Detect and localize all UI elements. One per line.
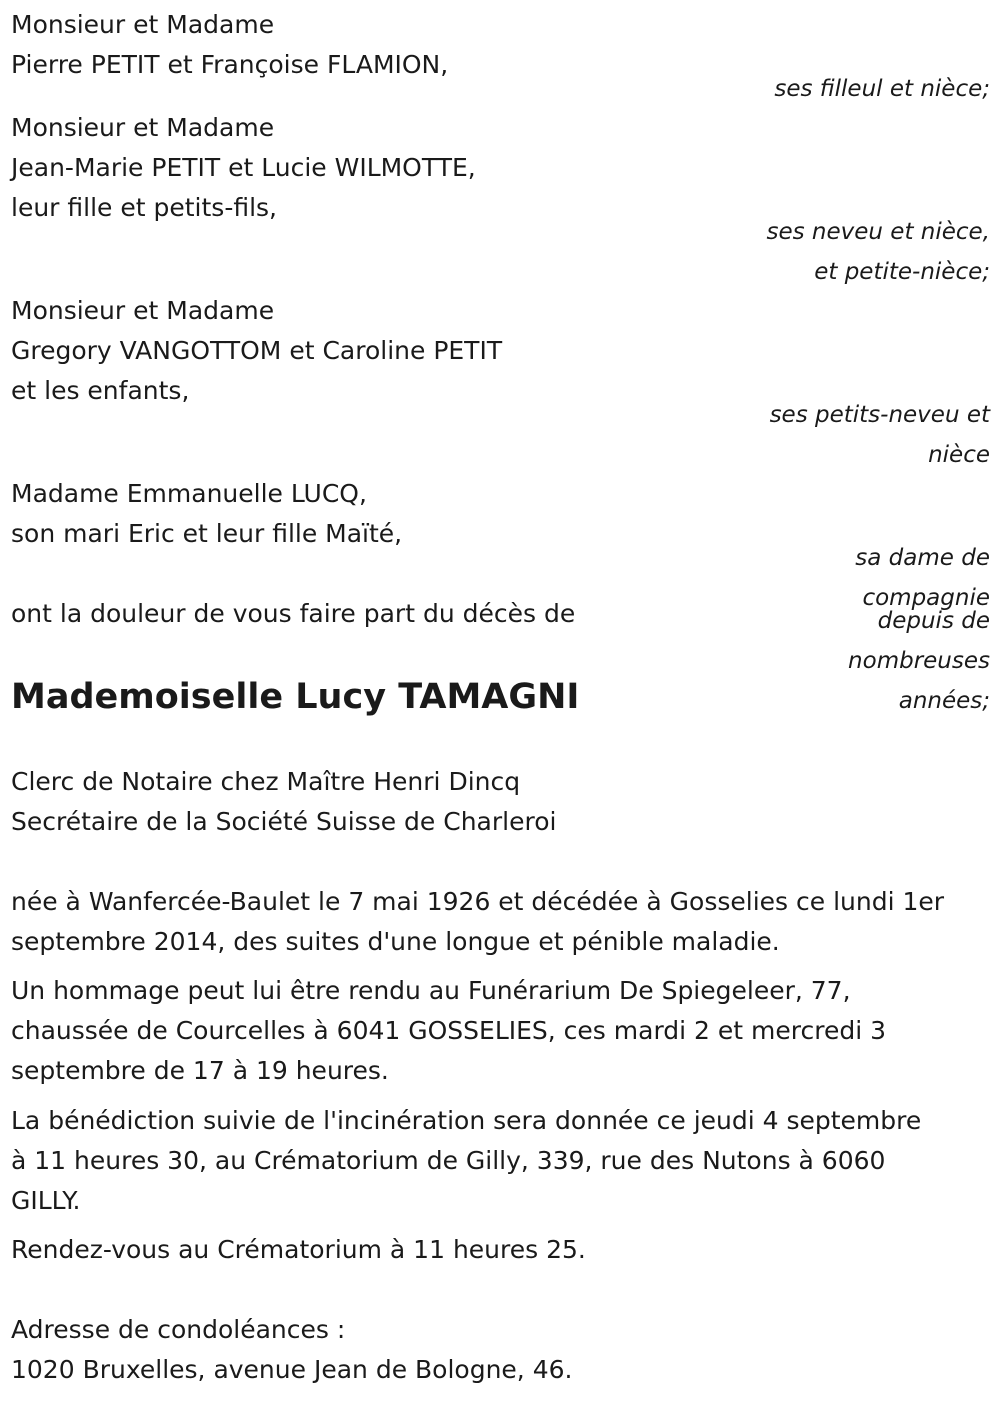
group1-line1: Monsieur et Madame bbox=[11, 10, 275, 39]
group2-line3: leur fille et petits-fils, bbox=[11, 193, 278, 222]
announcement: ont la douleur de vous faire part du décès de bbox=[11, 599, 576, 628]
title-line1: Clerc de Notaire chez Maître Henri Dincq bbox=[11, 767, 521, 796]
tribute-line1: Un hommage peut lui être rendu au Funérarium De Spiegeleer, 77, bbox=[11, 976, 851, 1005]
ceremony-line3: GILLY. bbox=[11, 1186, 81, 1215]
group2-relation-line2: et petite-nièce; bbox=[814, 259, 990, 285]
group1-line2: Pierre PETIT et Françoise FLAMION, bbox=[11, 50, 449, 79]
group4-relation-line5: années; bbox=[898, 688, 990, 714]
group2-line2: Jean-Marie PETIT et Lucie WILMOTTE, bbox=[11, 153, 476, 182]
group3-relation-line1: ses petits-neveu et bbox=[769, 402, 990, 428]
group4-relation-line2: compagnie bbox=[862, 585, 990, 611]
group4-line1: Madame Emmanuelle LUCQ, bbox=[11, 479, 367, 508]
condolences-label: Adresse de condoléances : bbox=[11, 1315, 346, 1344]
ceremony-line2: à 11 heures 30, au Crématorium de Gilly, 339, rue des Nutons à 6060 bbox=[11, 1146, 886, 1175]
meeting-info: Rendez-vous au Crématorium à 11 heures 25. bbox=[11, 1235, 586, 1264]
condolences-address: 1020 Bruxelles, avenue Jean de Bologne, 46. bbox=[11, 1355, 573, 1384]
tribute-line3: septembre de 17 à 19 heures. bbox=[11, 1056, 389, 1085]
group3-line2: Gregory VANGOTTOM et Caroline PETIT bbox=[11, 336, 503, 365]
group1-relation: ses filleul et nièce; bbox=[774, 76, 990, 102]
tribute-line2: chaussée de Courcelles à 6041 GOSSELIES, ces mardi 2 et mercredi 3 bbox=[11, 1016, 887, 1045]
group4-relation-line1: sa dame de bbox=[855, 545, 990, 571]
group4-relation-line3: depuis de bbox=[877, 608, 990, 634]
deceased-name: Mademoiselle Lucy TAMAGNI bbox=[11, 677, 580, 717]
group3-line1: Monsieur et Madame bbox=[11, 296, 275, 325]
group4-line2: son mari Eric et leur fille Maïté, bbox=[11, 519, 403, 548]
group2-relation-line1: ses neveu et nièce, bbox=[766, 219, 990, 245]
birth-death-line1: née à Wanfercée-Baulet le 7 mai 1926 et décédée à Gosselies ce lundi 1er bbox=[11, 887, 945, 916]
group4-relation-line4: nombreuses bbox=[848, 648, 990, 674]
title-line2: Secrétaire de la Société Suisse de Charleroi bbox=[11, 807, 557, 836]
group3-line3: et les enfants, bbox=[11, 376, 190, 405]
group2-line1: Monsieur et Madame bbox=[11, 113, 275, 142]
birth-death-line2: septembre 2014, des suites d'une longue et pénible maladie. bbox=[11, 927, 780, 956]
group3-relation-line2: nièce bbox=[928, 442, 990, 468]
ceremony-line1: La bénédiction suivie de l'incinération sera donnée ce jeudi 4 septembre bbox=[11, 1106, 922, 1135]
